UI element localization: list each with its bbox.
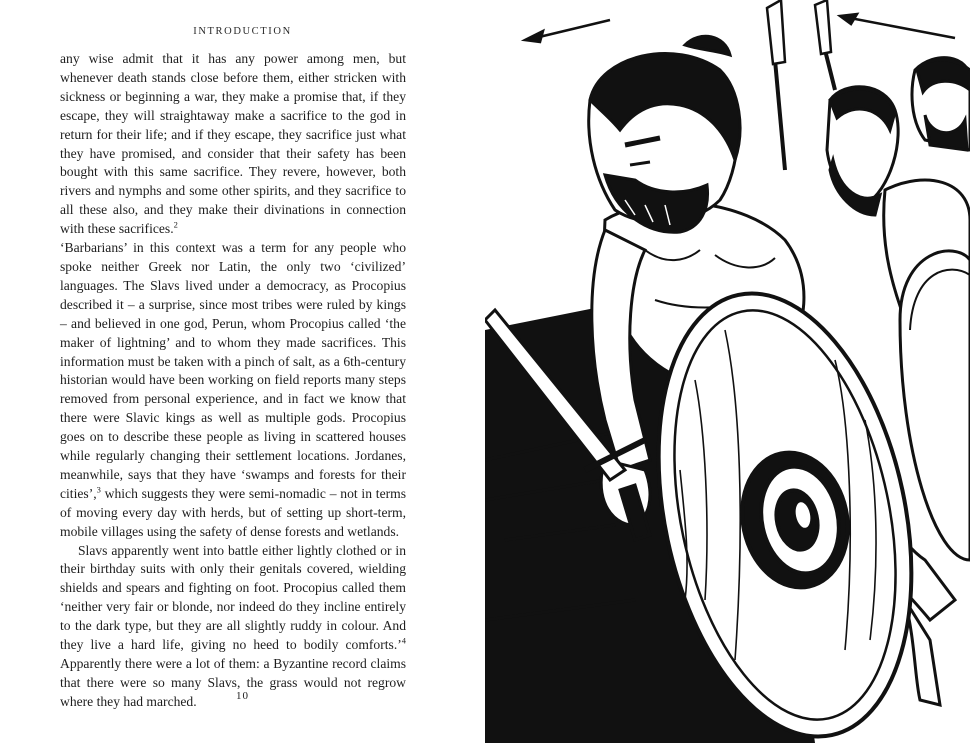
paragraph-1-text-b: which suggests they were semi-nomadic – not in terms of moving every day with herds, but of setting up short-term, mobile villages using the safety of dense forests and wetlands. (60, 485, 406, 539)
paragraph-2-text-b: Apparently there were a lot of them: a Byzantine record claims that there were so many Slavs, the grass would not regrow where they had marched. (60, 656, 406, 709)
right-page (485, 0, 970, 743)
footnote-ref-2: 2 (173, 219, 178, 230)
paragraph-2-text-a: Slavs apparently went into battle either lightly clothed or in their birthday suits with only their genitals covered, wielding shields and spears and fighting on foot. Procopius called them ‘neither very fair or blonde, nor indeed do they incline entirely to the dark type, but they are all slightly ruddy in colour. And they live a hard life, giving no heed to bodily comforts.’ (60, 542, 406, 653)
page-number: 10 (236, 690, 249, 702)
footnote-ref-4: 4 (401, 635, 406, 646)
running-head: INTRODUCTION (193, 26, 292, 37)
paragraph-1 (60, 239, 406, 542)
body-text (60, 50, 406, 712)
paragraph-1-text-a: ‘Barbarians’ in this context was a term for any people who spoke neither Greek nor Latin, the only two ‘civilized’ languages. The Slavs lived under a democracy, as Procopius described it – a surprise, since most tribes were ruled by kings – and believed in one god, Perun, whom Procopius called ‘the maker of lightning’ and to whom they made sacrifices. This information must be taken with a pinch of salt, as a 6th-century historian would have been working on field reports many steps removed from personal experience, and in fact we know that there were Slavic kings as well as multiple gods. Procopius goes on to describe these people as living in scattered houses while regularly changing their settlement locations. Jordanes, meanwhile, says that they have ‘swamps and forests for their cities’, (60, 240, 406, 501)
arrow-icon (525, 14, 955, 42)
spear-icon (767, 0, 835, 170)
block-quote (60, 50, 406, 239)
warrior-far-right (912, 58, 970, 150)
woodcut-illustration (485, 0, 970, 743)
paragraph-2 (60, 542, 406, 712)
footnote-ref-3: 3 (96, 484, 101, 495)
quote-text: any wise admit that it has any power among men, but whenever death stands close before them, either stricken with sickness or beginning a war, they make a promise that, if they escape, they will straightaway make a sacrifice to the god in return for their life; and if they escape, they sacrifice just what they have promised, and consider that their safety has been bought with this same sacrifice. They revere, however, both rivers and nymphs and some other spirits, and they sacrifice to all these also, and they make their divinations in connection with these sacrifices. (60, 51, 406, 237)
